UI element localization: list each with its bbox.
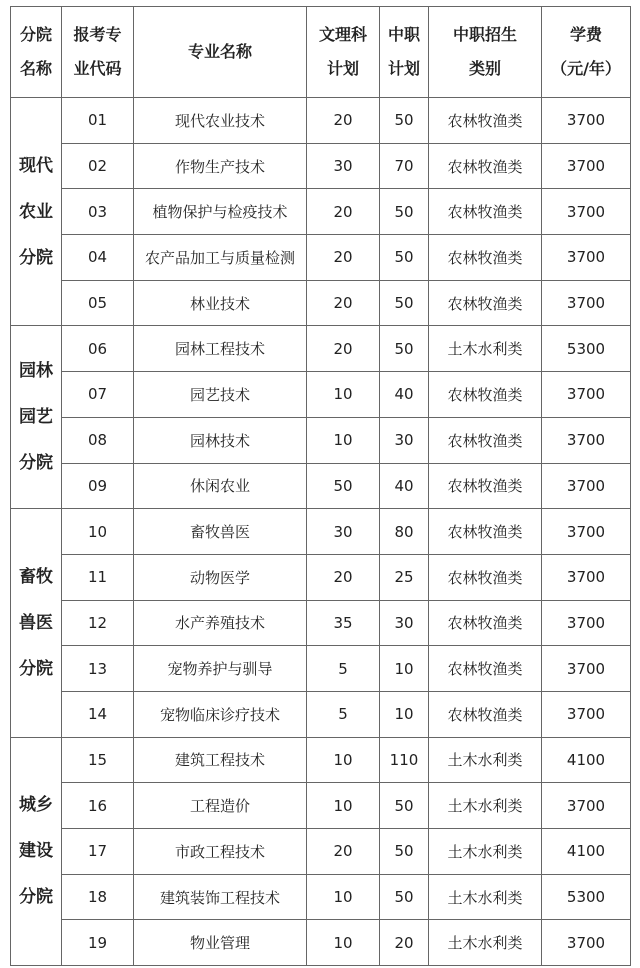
major-name-cell: 市政工程技术 <box>134 829 307 875</box>
major-name-cell: 园林技术 <box>134 417 307 463</box>
vocational-plan-cell: 50 <box>380 280 429 326</box>
division-name-line: 现代 <box>19 155 53 176</box>
major-name-cell: 宠物临床诊疗技术 <box>134 691 307 737</box>
tuition-cell: 3700 <box>542 98 631 144</box>
division-name-line: 分院 <box>19 887 53 908</box>
vocational-category-cell: 土木水利类 <box>429 829 542 875</box>
division-name-cell <box>11 98 62 326</box>
division-name-line: 农业 <box>19 201 53 222</box>
vocational-category-cell: 农林牧渔类 <box>429 235 542 281</box>
major-name-cell: 宠物养护与驯导 <box>134 646 307 692</box>
header-vocational-plan-line2: 计划 <box>387 59 420 78</box>
vocational-plan-cell: 30 <box>380 600 429 646</box>
header-vocational-category-line1: 中职招生 <box>452 25 517 44</box>
tuition-cell: 3700 <box>542 509 631 555</box>
table-row <box>11 600 631 646</box>
tuition-cell: 4100 <box>542 829 631 875</box>
general-plan-cell: 20 <box>307 829 380 875</box>
vocational-plan-cell: 40 <box>380 463 429 509</box>
major-code-cell: 18 <box>62 874 134 920</box>
header-division <box>11 7 62 98</box>
vocational-plan-cell: 50 <box>380 235 429 281</box>
vocational-category-cell: 土木水利类 <box>429 326 542 372</box>
vocational-plan-cell: 50 <box>380 829 429 875</box>
vocational-category-cell: 农林牧渔类 <box>429 417 542 463</box>
major-code-cell: 03 <box>62 189 134 235</box>
major-name-cell: 园艺技术 <box>134 372 307 418</box>
header-general-plan-line1: 文理科 <box>318 25 367 44</box>
vocational-plan-cell: 50 <box>380 783 429 829</box>
header-general-plan-line2: 计划 <box>326 59 359 78</box>
table-row <box>11 235 631 281</box>
major-name-cell: 园林工程技术 <box>134 326 307 372</box>
vocational-category-cell: 农林牧渔类 <box>429 98 542 144</box>
division-name-line: 园艺 <box>19 407 53 428</box>
major-name-cell: 水产养殖技术 <box>134 600 307 646</box>
major-code-cell: 06 <box>62 326 134 372</box>
major-name-cell: 作物生产技术 <box>134 143 307 189</box>
general-plan-cell: 20 <box>307 280 380 326</box>
table-row <box>11 646 631 692</box>
vocational-category-cell: 农林牧渔类 <box>429 143 542 189</box>
tuition-cell: 3700 <box>542 417 631 463</box>
general-plan-cell: 35 <box>307 600 380 646</box>
major-code-cell: 08 <box>62 417 134 463</box>
general-plan-cell: 20 <box>307 189 380 235</box>
major-code-cell: 17 <box>62 829 134 875</box>
header-general-plan <box>307 7 380 98</box>
header-code-line2: 业代码 <box>73 59 122 78</box>
major-name-cell: 农产品加工与质量检测 <box>134 235 307 281</box>
vocational-category-cell: 土木水利类 <box>429 874 542 920</box>
tuition-cell: 3700 <box>542 189 631 235</box>
division-name-line: 建设 <box>19 841 53 862</box>
major-code-cell: 05 <box>62 280 134 326</box>
vocational-plan-cell: 25 <box>380 554 429 600</box>
general-plan-cell: 20 <box>307 326 380 372</box>
major-code-cell: 15 <box>62 737 134 783</box>
table-row <box>11 737 631 783</box>
vocational-category-cell: 农林牧渔类 <box>429 463 542 509</box>
major-name-cell: 畜牧兽医 <box>134 509 307 555</box>
table-row <box>11 920 631 966</box>
major-code-cell: 04 <box>62 235 134 281</box>
major-code-cell: 07 <box>62 372 134 418</box>
major-code-cell: 14 <box>62 691 134 737</box>
header-vocational-category <box>429 7 542 98</box>
vocational-plan-cell: 50 <box>380 326 429 372</box>
vocational-plan-cell: 110 <box>380 737 429 783</box>
general-plan-cell: 10 <box>307 737 380 783</box>
general-plan-cell: 20 <box>307 235 380 281</box>
major-code-cell: 13 <box>62 646 134 692</box>
vocational-plan-cell: 50 <box>380 189 429 235</box>
tuition-cell: 4100 <box>542 737 631 783</box>
major-code-cell: 16 <box>62 783 134 829</box>
vocational-plan-cell: 70 <box>380 143 429 189</box>
tuition-cell: 3700 <box>542 646 631 692</box>
division-name-cell <box>11 509 62 737</box>
table-row <box>11 874 631 920</box>
tuition-cell: 3700 <box>542 783 631 829</box>
table-row <box>11 509 631 555</box>
vocational-category-cell: 农林牧渔类 <box>429 554 542 600</box>
major-code-cell: 09 <box>62 463 134 509</box>
tuition-cell: 3700 <box>542 463 631 509</box>
vocational-category-cell: 土木水利类 <box>429 737 542 783</box>
division-name-line: 城乡 <box>19 795 53 816</box>
division-name-line: 分院 <box>19 658 53 679</box>
general-plan-cell: 5 <box>307 646 380 692</box>
general-plan-cell: 20 <box>307 98 380 144</box>
vocational-category-cell: 农林牧渔类 <box>429 280 542 326</box>
division-name-line: 分院 <box>19 247 53 268</box>
vocational-plan-cell: 20 <box>380 920 429 966</box>
table-body <box>11 98 631 966</box>
major-name-cell: 工程造价 <box>134 783 307 829</box>
major-name-cell: 建筑装饰工程技术 <box>134 874 307 920</box>
table-row <box>11 417 631 463</box>
vocational-category-cell: 农林牧渔类 <box>429 189 542 235</box>
vocational-category-cell: 土木水利类 <box>429 783 542 829</box>
tuition-cell: 3700 <box>542 691 631 737</box>
header-code <box>62 7 134 98</box>
header-tuition-line2: （元/年） <box>551 59 621 78</box>
table-row <box>11 143 631 189</box>
general-plan-cell: 30 <box>307 143 380 189</box>
table-row <box>11 189 631 235</box>
general-plan-cell: 20 <box>307 554 380 600</box>
header-division-line1: 分院 <box>19 25 52 44</box>
vocational-plan-cell: 50 <box>380 98 429 144</box>
table-row <box>11 98 631 144</box>
major-code-cell: 19 <box>62 920 134 966</box>
division-name-cell <box>11 737 62 965</box>
major-name-cell: 物业管理 <box>134 920 307 966</box>
table-row <box>11 829 631 875</box>
general-plan-cell: 30 <box>307 509 380 555</box>
header-code-line1: 报考专 <box>73 25 122 44</box>
vocational-plan-cell: 30 <box>380 417 429 463</box>
general-plan-cell: 50 <box>307 463 380 509</box>
header-vocational-category-line2: 类别 <box>468 59 501 78</box>
major-name-cell: 建筑工程技术 <box>134 737 307 783</box>
tuition-cell: 3700 <box>542 600 631 646</box>
tuition-cell: 3700 <box>542 280 631 326</box>
header-division-line2: 名称 <box>19 59 52 78</box>
division-name-line: 分院 <box>19 453 53 474</box>
division-name-line: 园林 <box>19 361 53 382</box>
vocational-category-cell: 农林牧渔类 <box>429 646 542 692</box>
general-plan-cell: 10 <box>307 920 380 966</box>
general-plan-cell: 5 <box>307 691 380 737</box>
vocational-category-cell: 农林牧渔类 <box>429 691 542 737</box>
table-row <box>11 691 631 737</box>
tuition-cell: 3700 <box>542 920 631 966</box>
vocational-plan-cell: 10 <box>380 691 429 737</box>
tuition-cell: 3700 <box>542 554 631 600</box>
major-name-cell: 动物医学 <box>134 554 307 600</box>
header-vocational-plan <box>380 7 429 98</box>
general-plan-cell: 10 <box>307 372 380 418</box>
vocational-category-cell: 农林牧渔类 <box>429 372 542 418</box>
header-major: 专业名称 <box>134 7 307 98</box>
header-tuition-line1: 学费 <box>569 25 602 44</box>
tuition-cell: 5300 <box>542 874 631 920</box>
major-code-cell: 12 <box>62 600 134 646</box>
major-name-cell: 植物保护与检疫技术 <box>134 189 307 235</box>
enrollment-plan-table <box>10 6 631 966</box>
table-row <box>11 783 631 829</box>
header-row <box>11 7 631 98</box>
vocational-category-cell: 农林牧渔类 <box>429 600 542 646</box>
vocational-plan-cell: 50 <box>380 874 429 920</box>
header-tuition <box>542 7 631 98</box>
table-row <box>11 326 631 372</box>
major-code-cell: 01 <box>62 98 134 144</box>
division-name-line: 兽医 <box>19 612 53 633</box>
major-code-cell: 11 <box>62 554 134 600</box>
vocational-plan-cell: 40 <box>380 372 429 418</box>
major-name-cell: 休闲农业 <box>134 463 307 509</box>
tuition-cell: 3700 <box>542 372 631 418</box>
general-plan-cell: 10 <box>307 417 380 463</box>
vocational-category-cell: 土木水利类 <box>429 920 542 966</box>
general-plan-cell: 10 <box>307 874 380 920</box>
tuition-cell: 5300 <box>542 326 631 372</box>
tuition-cell: 3700 <box>542 235 631 281</box>
major-code-cell: 02 <box>62 143 134 189</box>
major-code-cell: 10 <box>62 509 134 555</box>
major-name-cell: 林业技术 <box>134 280 307 326</box>
major-name-cell: 现代农业技术 <box>134 98 307 144</box>
division-name-line: 畜牧 <box>19 566 53 587</box>
table-row <box>11 280 631 326</box>
vocational-plan-cell: 80 <box>380 509 429 555</box>
table-row <box>11 463 631 509</box>
table-row <box>11 554 631 600</box>
header-vocational-plan-line1: 中职 <box>387 25 420 44</box>
general-plan-cell: 10 <box>307 783 380 829</box>
vocational-category-cell: 农林牧渔类 <box>429 509 542 555</box>
tuition-cell: 3700 <box>542 143 631 189</box>
division-name-cell <box>11 326 62 509</box>
vocational-plan-cell: 10 <box>380 646 429 692</box>
table-row <box>11 372 631 418</box>
